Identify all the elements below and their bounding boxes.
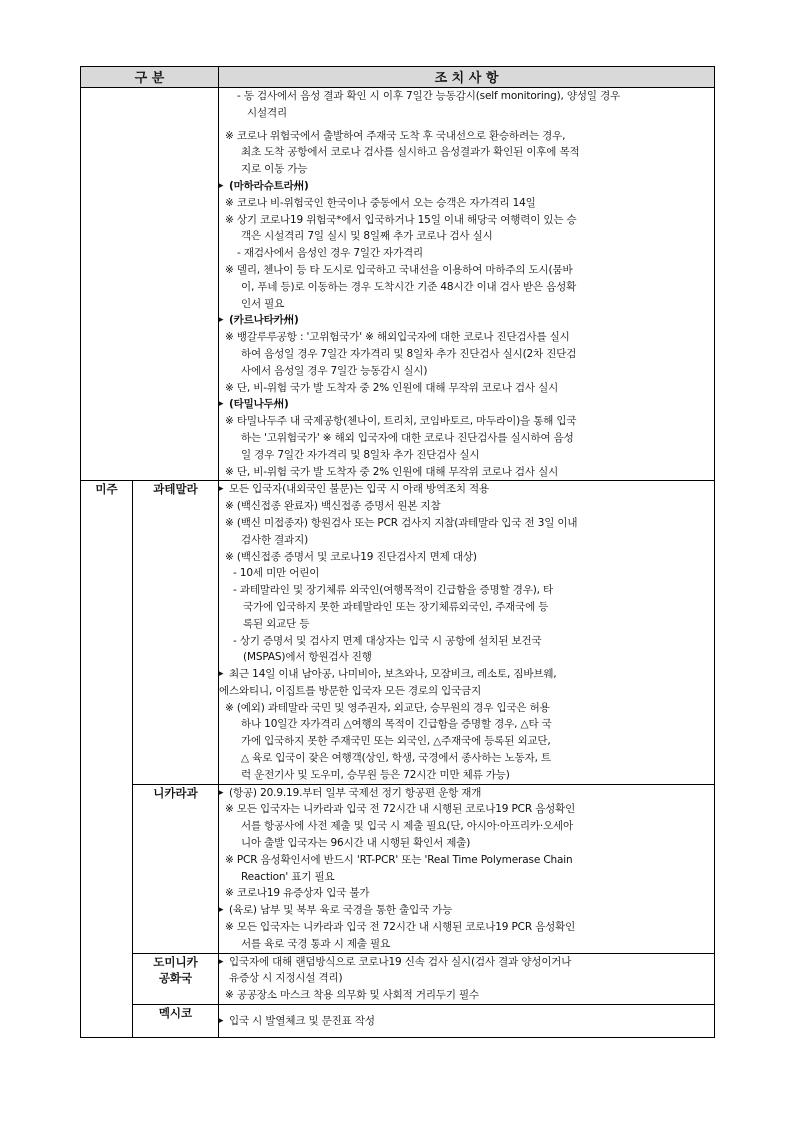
text-line: 이, 푸네 등)로 이동하는 경우 도착시간 기준 48시간 이내 검사 받은 음성확 — [241, 280, 577, 293]
measures-table — [80, 66, 715, 1038]
text-line: 최초 도착 공항에서 코로나 검사를 실시하고 음성결과가 확인된 이후에 목적 — [241, 146, 580, 159]
text-line: 하는 '고위험국가' ※ 해외 입국자에 대한 코로나 진단검사를 실시하여 음성 — [241, 431, 574, 444]
text-line: ※ PCR 음성확인서에 반드시 'RT-PCR' 또는 'Real Time Polymerase Chain — [225, 853, 573, 866]
text-line: 사에서 음성일 경우 7일간 능동감시 실시) — [241, 364, 428, 377]
row-india-continued — [81, 88, 715, 481]
text-line: 인서 필요 — [241, 297, 285, 310]
text-line: ※ (백신접종 증명서 및 코로나19 진단검사지 면제 대상) — [225, 550, 477, 563]
state-heading: ▸ (타밀나두州) — [219, 396, 714, 413]
text-line: 일 경우 7일간 자가격리 및 8일차 추가 진단검사 실시 — [241, 448, 480, 461]
text-line: 니아 출발 입국자는 96시간 내 시행된 확인서 제출) — [241, 837, 471, 850]
text-line: - 재검사에서 음성인 경우 7일간 자가격리 — [237, 247, 423, 260]
country-guatemala: 과테말라 — [133, 481, 219, 784]
nicaragua-measures-cell — [219, 784, 715, 953]
empty-category-cell — [81, 88, 219, 481]
text-line: 유증상 시 지정시설 격리) — [229, 972, 343, 985]
text-line: - 상기 증명서 및 검사지 면제 대상자는 입국 시 공항에 설치된 보건국 — [233, 634, 542, 647]
text-line: ▸ 입국자에 대해 랜덤방식으로 코로나19 신속 검사 실시(검사 결과 양성이거나 — [219, 954, 714, 971]
text-line: ※ 코로나 비-위험국인 한국이나 중동에서 오는 승객은 자가격리 14일 — [225, 196, 536, 209]
text-line: 럭 운전기사 및 도우미, 승무원 등은 72시간 미만 체류 가능) — [241, 768, 510, 781]
text-line: ※ 상기 코로나19 위험국*에서 입국하거나 15일 이내 해당국 여행력이 있는 승 — [225, 213, 577, 226]
text-line: ▸ 최근 14일 이내 남아공, 나미비아, 보츠와나, 모잠비크, 레소토, 짐바브웨, — [219, 666, 714, 683]
header-row — [81, 67, 715, 88]
text-line: ※ (백신접종 완료자) 백신접종 증명서 원본 지참 — [225, 500, 441, 513]
header-measures: 조 치 사 항 — [219, 67, 715, 88]
text-line: ※ 단, 비-위험 국가 발 도착자 중 2% 인원에 대해 무작위 코로나 검사 실시 — [225, 381, 559, 394]
text-line: ※ 뱅갈루루공항 : '고위험국가' ※ 해외입국자에 대한 코로나 진단검사를 실시 — [225, 331, 570, 344]
text-line: 국가에 입국하지 못한 과테말라인 또는 장기체류외국인, 주재국에 등 — [243, 600, 549, 613]
mexico-measures-cell — [219, 1005, 715, 1038]
region-americas: 미주 — [81, 481, 133, 1038]
text-line: △ 육로 입국이 잦은 여행객(상인, 학생, 국경에서 종사하는 노동자, 트 — [241, 752, 551, 765]
row-nicaragua — [81, 784, 715, 953]
text-line: - 동 검사에서 음성 결과 확인 시 이후 7일간 능동감시(self monitoring), 양성일 경우 — [237, 90, 621, 102]
state-heading: ▸ (마하라슈트라州) — [219, 178, 714, 195]
country-mexico: 멕시코 — [133, 1005, 219, 1038]
text-line: - 10세 미만 어린이 — [233, 567, 320, 580]
text-line: 가에 입국하지 못한 주재국민 또는 외국인, △주재국에 등록된 외교단, — [241, 735, 551, 748]
text-line: ※ 델리, 첸나이 등 타 도시로 입국하고 국내선을 이용하여 마하주의 도시(뭄바 — [225, 263, 573, 276]
text-line: 에스와티니, 이집트를 방문한 입국자 모든 경로의 입국금지 — [219, 684, 482, 697]
text-line: ※ (예외) 과테말라 국민 및 영주권자, 외교단, 승무원의 경우 입국은 허용 — [225, 701, 550, 714]
text-line: 하나 10일간 자가격리 △여행의 목적이 긴급함을 증명할 경우, △타 국 — [241, 718, 552, 731]
text-line: 하여 음성일 경우 7일간 자가격리 및 8일차 추가 진단검사 실시(2차 진단검 — [241, 347, 577, 360]
country-name-line: 도미니카 — [153, 954, 198, 969]
text-line: ※ 타밀나두주 내 국제공항(첸나이, 트리치, 코임바토르, 마두라이)을 통해 입국 — [225, 415, 577, 428]
text-line: ※ 단, 비-위험 국가 발 도착자 중 2% 인원에 대해 무작위 코로나 검사 실시 — [225, 465, 559, 478]
guatemala-measures-cell — [219, 481, 715, 784]
country-name-line: 공화국 — [158, 970, 193, 985]
text-line: ※ 코로나19 유증상자 입국 불가 — [225, 887, 370, 900]
row-mexico — [81, 1005, 715, 1038]
india-measures-cell — [219, 88, 715, 481]
text-line: ※ 코로나 위험국에서 출발하여 주재국 도착 후 국내선으로 환승하려는 경우, — [225, 129, 566, 142]
text-line: Reaction' 표기 필요 — [241, 870, 335, 883]
text-line: (MSPAS)에서 항원검사 진행 — [243, 651, 372, 664]
text-line: ※ 모든 입국자는 니카라과 입국 전 72시간 내 시행된 코로나19 PCR 음성확인 — [225, 921, 576, 934]
text-line: ▸ 입국 시 발열체크 및 문진표 작성 — [219, 1013, 714, 1030]
text-line: - 과테말라인 및 장기체류 외국인(여행목적이 긴급함을 증명할 경우), 타 — [233, 584, 554, 597]
header-category: 구 분 — [81, 67, 219, 88]
text-line: 록된 외교단 등 — [243, 617, 310, 630]
country-nicaragua: 니카라과 — [133, 784, 219, 953]
text-line: ▸ (육로) 남부 및 북부 육로 국경을 통한 출입국 가능 — [219, 902, 714, 919]
text-line: ▸ 모든 입국자(내외국인 불문)는 입국 시 아래 방역조치 적용 — [219, 481, 714, 498]
text-line: 지로 이동 가능 — [241, 163, 308, 176]
country-dominican-republic — [133, 953, 219, 1004]
text-line: 검사한 결과지) — [241, 533, 309, 546]
text-line: 시설격리 — [247, 106, 287, 119]
state-heading: ▸ (카르나타카州) — [219, 312, 714, 329]
text-line: 서를 육로 국경 통과 시 제출 필요 — [241, 937, 391, 950]
row-guatemala — [81, 481, 715, 784]
text-line: 객은 시설격리 7일 실시 및 8일째 추가 코로나 검사 실시 — [241, 230, 493, 243]
row-dominican-republic — [81, 953, 715, 1004]
dominican-measures-cell — [219, 953, 715, 1004]
text-line: ※ 모든 입국자는 니카라과 입국 전 72시간 내 시행된 코로나19 PCR 음성확인 — [225, 803, 576, 816]
text-line: 서를 항공사에 사전 제출 및 입국 시 제출 필요(단, 아시아·아프리카·오세아 — [241, 820, 573, 833]
text-line: ※ (백신 미접종자) 항원검사 또는 PCR 검사지 지참(과테말라 입국 전 3일 이내 — [225, 516, 578, 529]
text-line: ▸ (항공) 20.9.19.부터 일부 국제선 정기 항공편 운항 재개 — [219, 785, 714, 802]
text-line: ※ 공공장소 마스크 착용 의무화 및 사회적 거리두기 필수 — [225, 989, 479, 1002]
